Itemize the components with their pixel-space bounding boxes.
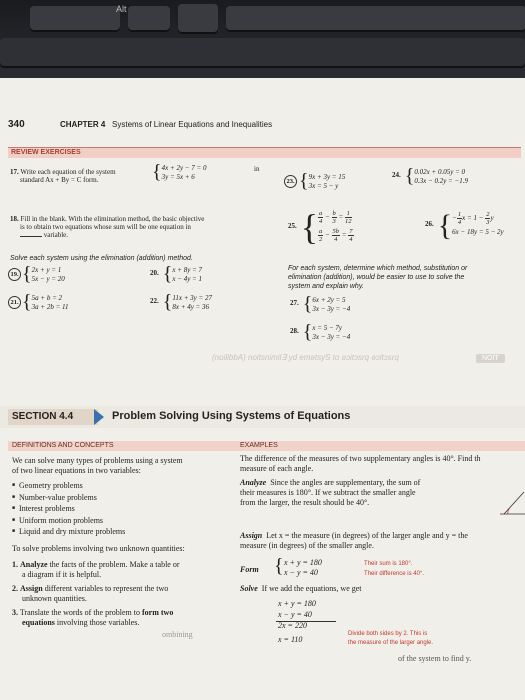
exercise-18: 18. Fill in the blank. With the elimination method, the basic objective is to obtain two equations whose sum will be one equation in variable. <box>10 215 205 239</box>
list-item: ■ Number-value problems <box>12 492 234 504</box>
examples-column: The difference of the measures of two supplementary angles is 40°. Find th measure of each angle. <box>240 454 481 473</box>
chapter-header: CHAPTER 4 Systems of Linear Equations and Inequalities <box>60 120 273 129</box>
step-1: 1. Analyze the facts of the problem. Make a table or a diagram if it is helpful. <box>12 559 180 579</box>
sum-rule <box>276 621 336 622</box>
definitions-column: We can solve many types of problems using a system of two linear equations in two variables: ■ Geometry problems ■ Number-value problems ■ Interest problems ■ Uniform motion problems ■ Liquid and dry mixture problems To solve problems involving two unknown quantities: 1. Analyze the facts of the problem. Make a table or a diagram if it is helpful. 2. Assign different variables to represent the two unknown quantities. 3. Translate the words of the problem to form two equations involving those variables. ombining <box>12 456 234 640</box>
elimination-work: x + y = 180 x − y = 40 2x = 220 x = 110 <box>278 599 316 644</box>
step-2: 2. Assign different variables to represent the two unknown quantities. <box>12 583 169 603</box>
exercise-20: 20. { x + 8y = 7 x − 4y = 1 <box>150 263 203 285</box>
angle-diagram-icon <box>498 488 525 518</box>
section-arrow-icon <box>94 409 104 425</box>
keyboard-background <box>0 0 525 78</box>
exercise-19: 19. { 2x + y = 1 5x − y = 20 <box>8 264 65 284</box>
assign-block: Assign Let x = the measure (in degrees) of the larger angle and y = the measure (in degrees) of the smaller angle. <box>240 531 468 550</box>
analyze-block: Analyze Since the angles are supplementary, the sum of their measures is 180°. If we subtract the smaller angle from the larger, the result should be 40°. <box>240 478 421 507</box>
exercise-17-system: { 4x + 2y − 7 = 0 3y = 5x + 6 <box>152 161 207 183</box>
list-item: ■ Geometry problems <box>12 480 234 492</box>
list-item: ■ Uniform motion problems <box>12 515 234 527</box>
keyboard-key <box>30 6 120 32</box>
textbook-page: 340 CHAPTER 4 Systems of Linear Equations and Inequalities REVIEW EXERCISES 17. Write each equation of the system standard Ax + By = C form. { 4x + 2y − 7 = 0 3y = 5x + 6 in 23. { 9x + 3y = 15 3x = 5 − y 24. { 0.02x + 0.05y = 0 0.3x − 0.2y = −1.9 18. Fill in the blank. With the elimination method, the basic objective is to obtain two equations whose sum will be one equation in variable. 25. { $\frac{a}{4}$ − $\frac{b}{3}$ = $\frac{1}{12}$ $\frac{a}{2}$ − $\frac{5b}{4}$ = $\frac{7}{4}$ 26. { − $\frac{1}{4}x = 1$ − $\frac{2}{3}y$ 6x − 18y = 5 − 2y Solve each system using the elimination (addition) method. 19. { 2x + y = 1 5x − y = 20 20. { x + 8y = 7 x − 4y = 1 21. { 5a + b = 2 3a + 2b = 11 22. { 11x + 3y = 27 8x + 4y = 36 For each system, determine which method, substitution or elimination (addition), would be easier to use to solve the system and explain why. 27. { 6x + 2y = 5 3x − 3y = −4 28. { x = 5 − 7y 3x − 3y = −4 (noilibbA) noitsnimil∃ yd emətsyS to əɔitɔsrq əɔitɔsrq NOIT SECTION 4.4 Problem Solving Using Systems of Equations DEFINITIONS AND CONCEPTS EXAMPLES We can solve many types of problems using a system of two linear equations in two variables: ■ Geometry problems ■ Number-value problems ■ Interest problems ■ Uniform motion problems ■ Liquid and dry mixture problems To solve problems involving two unknown quantities: 1. Analyze the facts of the problem. Make a table or a diagram if it is helpful. 2. Assign different variables to represent the two unknown quantities. 3. Translate the words of the problem to form two equations involving those variables. ombining The difference of the measures of two supplementary angles is 40°. Find th measure of each angle. Analyze Since the angles are supplementary, the sum of their measures is 180°. If we subtract the smaller angle from the larger, the result should be 40°. Assign Let x = the measure (in degrees) of the larger angle and y = the measure (in degrees) of the smaller angle. Form { x + y = 180 x − y = 40 Their sum is 180°. Their difference is 40°. Solve If we add the equations, we get x + y = 180 x − y = 40 2x = 220 x = 110 Divide both sides by 2. This is the measure of the larger angle. of the system to find y. <box>0 78 525 700</box>
method-heading: For each system, determine which method, substitution or elimination (addition), would be easier to use to solve the system and explain why. <box>288 265 468 290</box>
exercise-25: 25. { $\frac{a}{4}$ − $\frac{b}{3}$ = $\frac{1}{12}$ $\frac{a}{2}$ − $\frac{5b}{4}$ = $\frac{7}{4}$ <box>288 207 353 247</box>
definitions-header: DEFINITIONS AND CONCEPTS <box>8 441 236 451</box>
list-item: ■ Liquid and dry mixture problems <box>12 526 234 538</box>
examples-header: EXAMPLES <box>236 441 525 451</box>
exercise-28: 28. { x = 5 − 7y 3x − 3y = −4 <box>290 321 351 343</box>
fill-in-blank <box>20 236 42 237</box>
step-3: 3. Translate the words of the problem to form two equations involving those variables. <box>12 607 174 627</box>
page-number: 340 <box>8 119 25 130</box>
exercise-22: 22. { 11x + 3y = 27 8x + 4y = 36 <box>150 291 213 313</box>
problem-type-list <box>12 480 234 538</box>
keyboard-key <box>128 6 170 32</box>
show-through-text: (noilibbA) noitsnimil∃ yd emətsyS to əɔitɔsrq əɔitɔsrq <box>212 353 399 362</box>
cut-off-text: of the system to find y. <box>398 654 472 663</box>
keyboard-row <box>0 38 525 68</box>
divide-note: Divide both sides by 2. This is the measure of the larger angle. <box>348 631 434 646</box>
section-label: SECTION 4.4 <box>8 409 98 425</box>
review-exercises-banner: REVIEW EXERCISES <box>8 147 521 158</box>
section-title: Problem Solving Using Systems of Equations <box>112 410 351 422</box>
exercise-23: 23. { 9x + 3y = 15 3x = 5 − y <box>284 171 345 191</box>
show-through-badge: NOIT <box>476 354 505 363</box>
list-item: ■ Interest problems <box>12 503 234 515</box>
exercise-27: 27. { 6x + 2y = 5 3x − 3y = −4 <box>290 293 351 315</box>
elimination-heading: Solve each system using the elimination (addition) method. <box>10 255 193 262</box>
alt-key-label: Alt <box>116 4 127 14</box>
exercise-26: 26. { − $\frac{1}{4}x = 1$ − $\frac{2}{3}y$ 6x − 18y = 5 − 2y <box>425 209 504 242</box>
exercise-17-in: in <box>254 165 260 173</box>
keyboard-key <box>226 6 525 32</box>
exercise-17: 17. Write each equation of the system standard Ax + By = C form. <box>10 168 116 184</box>
solve-block: Solve If we add the equations, we get <box>240 584 362 593</box>
exercise-21: 21. { 5a + b = 2 3a + 2b = 11 <box>8 292 69 312</box>
keyboard-key-alt <box>178 4 218 34</box>
exercise-24: 24. { 0.02x + 0.05y = 0 0.3x − 0.2y = −1.9 <box>392 165 468 187</box>
